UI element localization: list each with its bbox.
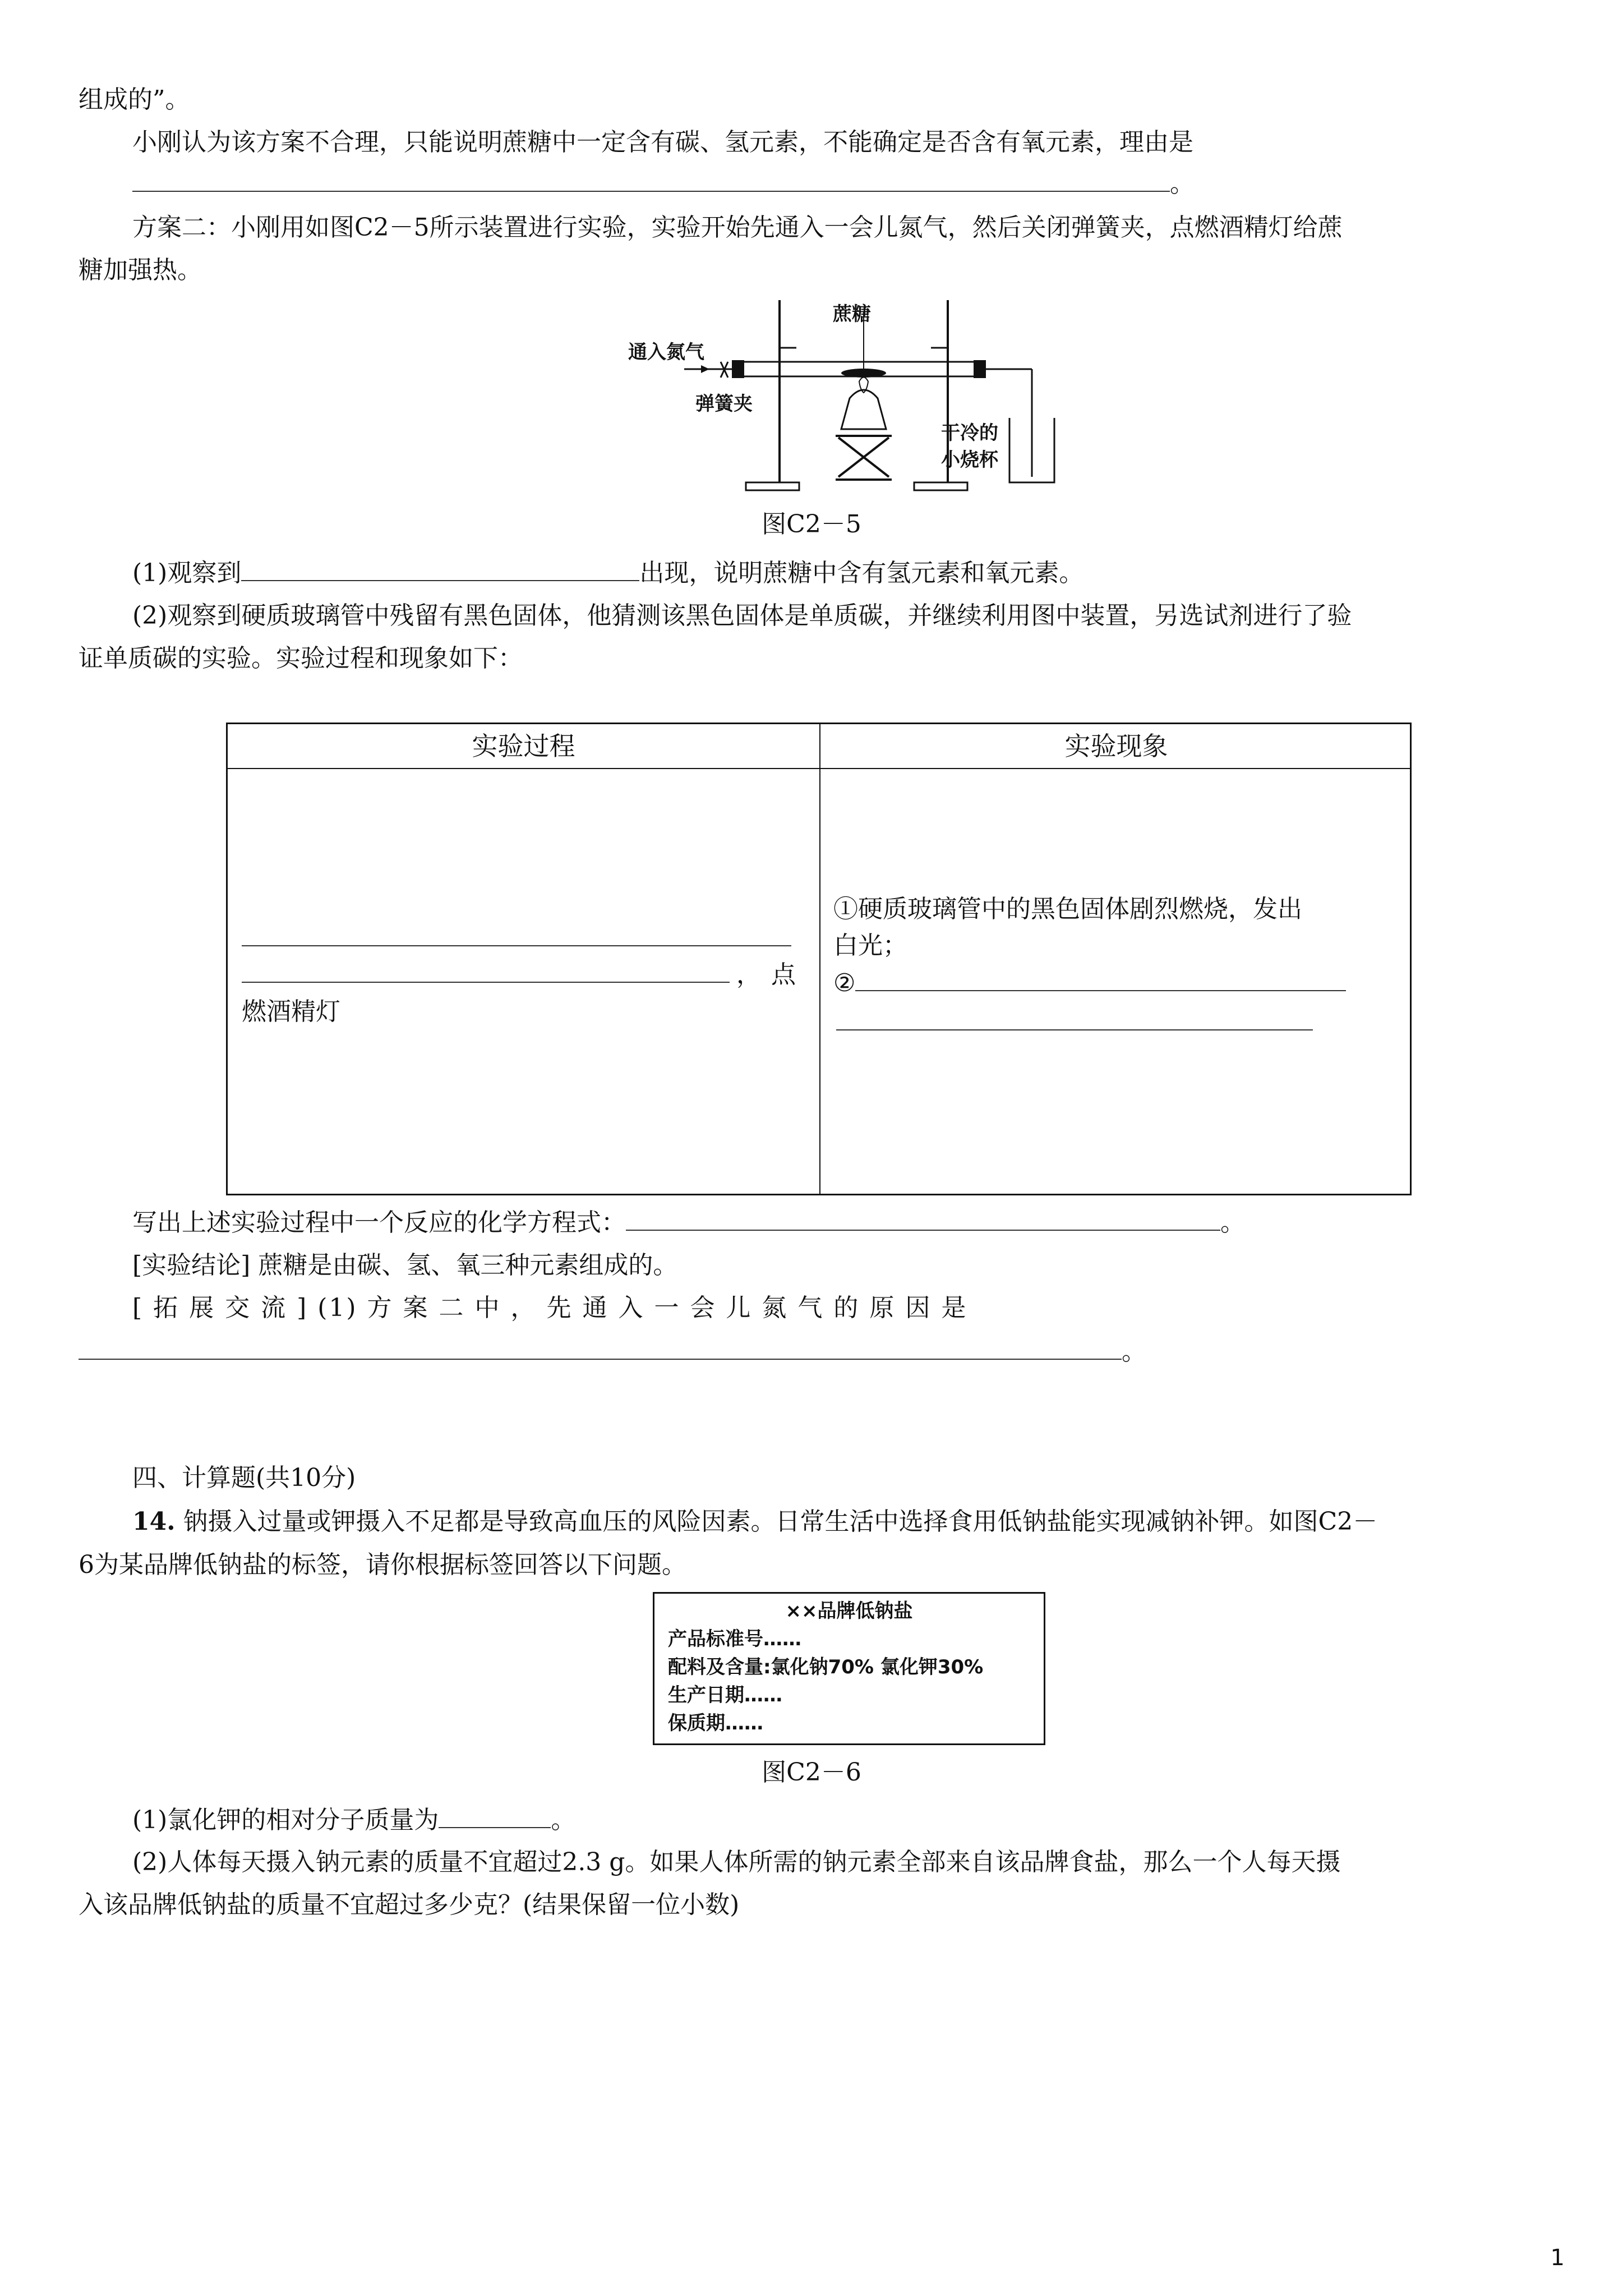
table-header: 实验过程	[472, 731, 575, 761]
answer-blank[interactable]	[132, 166, 1170, 192]
nitrogen-label: 通入氮气	[628, 341, 704, 364]
question-14: 14. 钠摄入过量或钾摄入不足都是导致高血压的风险因素。日常生活中选择食用低钠盐能实现减钠补钾。如图C2－	[132, 1507, 1378, 1536]
section-heading: 四、计算题(共10分)	[132, 1464, 356, 1492]
answer-blank[interactable]	[242, 921, 791, 946]
label-line: 产品标准号……	[668, 1628, 801, 1650]
label-line: 配料及含量:氯化钠70% 氯化钾30%	[668, 1656, 984, 1678]
label-line: 生产日期……	[668, 1684, 782, 1706]
table-divider	[819, 724, 820, 1194]
question-1: (1)观察到 出现，说明蔗糖中含有氢元素和氧元素。	[132, 555, 1083, 590]
answer-line: ，点	[242, 957, 806, 992]
answer-blank[interactable]	[626, 1205, 1220, 1231]
experiment-table	[226, 723, 1412, 1195]
answer-line	[242, 921, 791, 955]
beaker-label-2: 小烧杯	[941, 449, 998, 471]
equation-line: 写出上述实验过程中一个反应的化学方程式： 。	[132, 1205, 1245, 1240]
text-line: 证单质碳的实验。实验过程和现象如下：	[79, 644, 523, 673]
answer-blank[interactable]	[855, 965, 1346, 991]
answer-blank[interactable]	[836, 1005, 1313, 1030]
clamp-label: 弹簧夹	[695, 393, 753, 415]
answer-blank[interactable]	[79, 1334, 1122, 1360]
phenomenon-text: ①硬质玻璃管中的黑色固体剧烈燃烧，发出	[833, 895, 1302, 923]
conclusion-line: [实验结论] 蔗糖是由碳、氢、氧三种元素组成的。	[132, 1251, 678, 1280]
text-line: (2)人体每天摄入钠元素的质量不宜超过2.3 g。如果人体所需的钠元素全部来自该品牌食盐，那么一个人每天摄	[132, 1848, 1341, 1876]
question-14-1: (1)氯化钾的相对分子质量为 。	[132, 1802, 575, 1837]
label-line: 保质期……	[668, 1712, 763, 1734]
text-line: 方案二：小刚用如图C2－5所示装置进行实验，实验开始先通入一会儿氮气，然后关闭弹簧夹，点燃酒精灯给蔗	[132, 213, 1343, 242]
figure-caption: 图C2－6	[762, 1758, 861, 1787]
page-number: 1	[1550, 2245, 1565, 2271]
figure-caption: 图C2－5	[762, 510, 861, 539]
answer-line: 。	[79, 1334, 1146, 1369]
answer-blank[interactable]	[439, 1802, 551, 1828]
text-line: 组成的”。	[79, 85, 190, 114]
phenomenon-line: ②	[833, 965, 1346, 1000]
table-divider	[228, 768, 1410, 769]
answer-line: 。	[132, 166, 1195, 201]
text-line: 糖加强热。	[79, 256, 202, 284]
answer-blank[interactable]	[241, 555, 639, 581]
process-text: 燃酒精灯	[242, 997, 340, 1026]
answer-blank[interactable]	[242, 957, 730, 983]
sucrose-label: 蔗糖	[833, 303, 871, 325]
expand-line: [ 拓 展 交 流 ] (1) 方 案 二 中 ， 先 通 入 一 会 儿 氮 气 的 原 因 是	[132, 1294, 968, 1322]
answer-line	[836, 1005, 1313, 1039]
beaker-label-1: 干冷的	[941, 422, 998, 444]
text-line: 6为某品牌低钠盐的标签，请你根据标签回答以下问题。	[79, 1550, 686, 1579]
text-line: 入该品牌低钠盐的质量不宜超过多少克？(结果保留一位小数)	[79, 1890, 740, 1919]
label-title: ××品牌低钠盐	[785, 1600, 913, 1622]
table-header: 实验现象	[1064, 731, 1168, 761]
phenomenon-text: 白光；	[833, 931, 907, 960]
text-line: (2)观察到硬质玻璃管中残留有黑色固体，他猜测该黑色固体是单质碳，并继续利用图中装置，另选试剂进行了验	[132, 601, 1352, 630]
salt-label-box	[653, 1592, 1045, 1745]
text-line: 小刚认为该方案不合理，只能说明蔗糖中一定含有碳、氢元素，不能确定是否含有氧元素，理由是	[132, 128, 1193, 157]
